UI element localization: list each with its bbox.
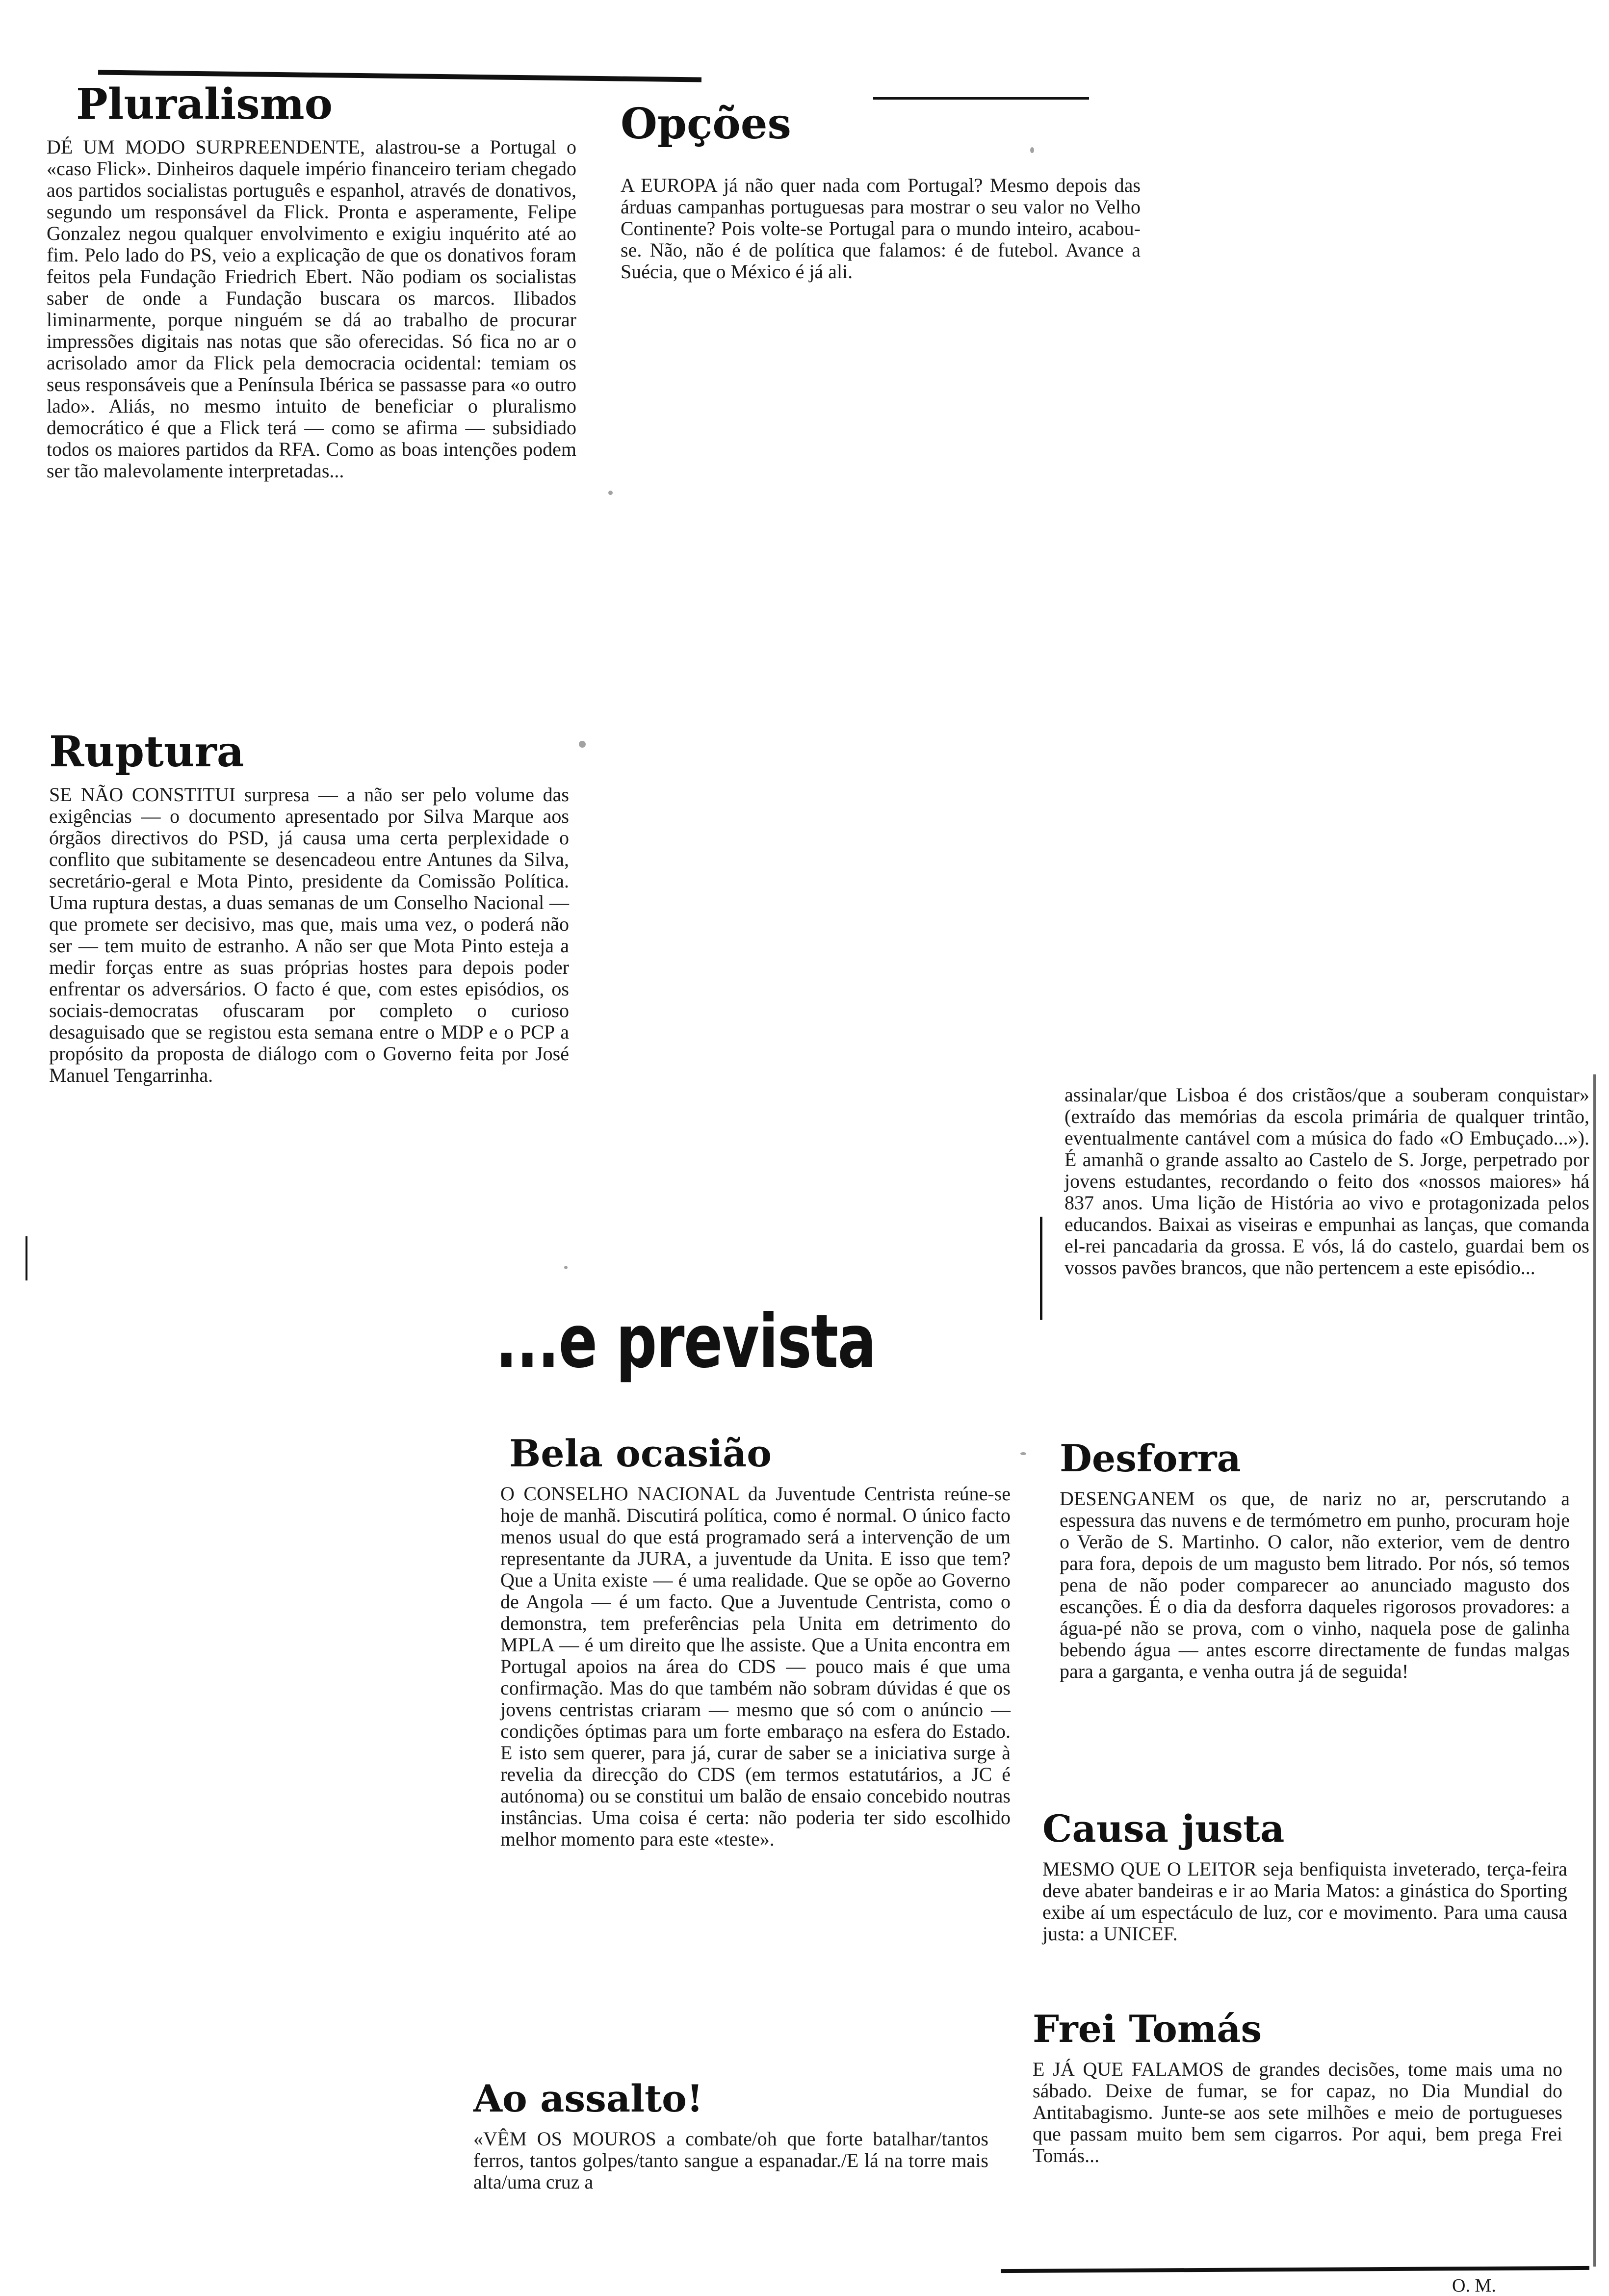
article-body xyxy=(1033,2059,1562,2166)
article-body xyxy=(1042,1858,1567,1945)
speck xyxy=(1030,147,1034,153)
article-body xyxy=(621,175,1141,283)
article-body xyxy=(500,1483,1011,1850)
lead-in: O CONSELHO NACIONAL xyxy=(500,1483,739,1505)
article-bela-ocasiao xyxy=(500,1432,1011,1850)
article-body xyxy=(49,784,569,1086)
right-edge-rule xyxy=(1593,1074,1596,2267)
article-body xyxy=(1060,1488,1570,1682)
article-desforra xyxy=(1060,1436,1570,1682)
headline: Desforra xyxy=(1060,1436,1241,1480)
article-body: assinalar/que Lisboa é dos cristãos/que a souberam conquistar» (extraído das memórias da escola primária de qualquer trintão, eventualmente cantável com a música do fado «O Embuçado...»). É amanhã o grande assalto ao Castelo de S. Jorge, perpetrado por jovens estudantes, recordando o feito dos «nossos maiores» há 837 anos. Uma lição de História ao vivo e protagonizada pelos educandos. Baixai as viseiras e empunhai as lanças, que comanda el-rei pancadaria da grossa. E vós, lá do castelo, guardai bem os vossos pavões brancos, que não pertencem a este episódio... xyxy=(1064,1084,1589,1278)
body-text: da Juventude Centrista reúne-se hoje de manhã. Discutirá política, como é normal. O único facto menos usual do que está programado será a intervenção de um representante da JURA, a juventude da Unita. E isso que tem? Que a Unita existe — é uma realidade. Que se opõe ao Governo de Angola — é um facto. Que a Juventude Centrista, como o demonstra, tem preferências pela Unita em detrimento do MPLA — é um direito que lhe assiste. Que a Unita encontra em Portugal apoios na área do CDS — pouco mais é que uma confirmação. Mas do que também não sobram dúvidas é que os jovens centristas criaram — mesmo que só com o anúncio — condições óptimas para um forte embaraço na esfera do Estado. E isto sem querer, para já, curar de saber se a iniciativa surge à revelia da direcção do CDS (em termos estatutários, a JC é autónoma) ou se constitui um balão de ensaio concebido noutras instâncias. Uma coisa é certa: não poderia ter sido escolhido melhor momento para este «teste». xyxy=(500,1483,1011,1850)
speck xyxy=(608,491,613,495)
speck xyxy=(579,741,586,748)
article-ruptura xyxy=(49,727,569,1086)
article-pluralismo xyxy=(47,79,576,482)
lead-in: SE NÃO CONSTITUI xyxy=(49,783,236,806)
headline: Frei Tomás xyxy=(1033,2007,1262,2051)
headline: Causa justa xyxy=(1042,1807,1285,1851)
article-body xyxy=(47,136,576,482)
speck xyxy=(564,1266,568,1269)
article-ao-assalto-continued xyxy=(1064,1084,1589,1278)
article-ao-assalto xyxy=(473,2077,988,2193)
article-body xyxy=(473,2128,988,2193)
body-text: , alastrou-se a Portugal o «caso Flick». Dinheiros daquele império financeiro teriam chegado aos partidos socialistas português e espanhol, através de donativos, segundo um responsável da Flick. Pronta e asperamente, Felipe Gonzalez negou qualquer envolvimento e exigiu inquérito até ao fim. Pelo lado do PS, veio a explicação de que os donativos foram feitos pela Fundação Friedrich Ebert. Não podiam os socialistas saber de onde a Fundação buscara os marcos. Ilibados liminarmente, porque ninguém se dá ao trabalho de procurar impressões digitais nas notas que são oferecidas. Só fica no ar o acrisolado amor da Flick pela democracia ocidental: temiam os seus responsáveis que a Península Ibérica se passasse para «o outro lado». Aliás, no mesmo intuito de beneficiar o pluralismo democrático é que a Flick terá — como se afirma — subsidiado todos os maiores partidos da RFA. Como as boas intenções podem ser tão malevolamente interpretadas... xyxy=(47,136,576,482)
speck xyxy=(1020,1452,1026,1455)
article-causa-justa xyxy=(1042,1807,1567,1945)
body-text: os que, de nariz no ar, perscrutando a espessura das nuvens e de termómetro em punho, procuram hoje o Verão de S. Martinho. O calor, não exterior, vem de dentro para fora, depois de um magusto bem litrado. Por nós, só temos pena de não poder comparecer ao anunciado magusto dos escanções. É o dia da desforra daqueles rigorosos provadores: a água-pé não se prova, com o vinho, naquela pose de galinha bebendo água — antes escorre directamente de fundas malgas para a garganta, e venha outra já de seguida! xyxy=(1060,1487,1570,1682)
body-text: seja benfiquista inveterado, terça-feira deve abater bandeiras e ir ao Maria Matos: a ginástica do Sporting exibe aí um espectáculo de luz, cor e movimento. Para uma causa justa: a UNICEF. xyxy=(1042,1858,1567,1945)
section-banner: ...e prevista xyxy=(495,1299,876,1384)
desforra-left-rule xyxy=(1040,1217,1042,1320)
lead-in: DESENGANEM xyxy=(1060,1487,1195,1510)
article-opcoes xyxy=(621,99,1141,283)
author-signature: O. M. xyxy=(1452,2275,1496,2296)
lead-in: DÉ UM MODO SURPREENDENTE xyxy=(47,136,360,158)
headline: Pluralismo xyxy=(76,79,333,129)
body-text: surpresa — a não ser pelo volume das exigências — o documento apresentado por Silva Marque aos órgãos directivos do PSD, já causa uma certa perplexidade o conflito que subitamente se desencadeou entre Antunes da Silva, secretário-geral e Mota Pinto, presidente da Comissão Política. Uma ruptura destas, a duas semanas de um Conselho Nacional — que promete ser decisivo, mas que, mais uma vez, o poderá não ser — tem muito de estranho. A não ser que Mota Pinto esteja a medir forças entre as suas próprias hostes para depois poder enfrentar os adversários. O facto é que, com estes episódios, os sociais-democratas ofuscaram por completo o curioso desaguisado que se registou esta semana entre o MDP e o PCP a propósito da proposta de diálogo com o Governo feita por José Manuel Tengarrinha. xyxy=(49,783,569,1086)
lead-in: A EUROPA xyxy=(621,174,717,196)
body-text: de grandes decisões, tome mais uma no sábado. Deixe de fumar, se for capaz, no Dia Mundial do Antitabagismo. Junte-se aos sete milhões e meio de portugueses que passam muito bem sem cigarros. Por aqui, bem prega Frei Tomás... xyxy=(1033,2058,1562,2166)
headline: Opções xyxy=(621,99,791,149)
bottom-rule xyxy=(1001,2266,1589,2273)
article-frei-tomas xyxy=(1033,2007,1562,2166)
body-text: já não quer nada com Portugal? Mesmo depois das árduas campanhas portuguesas para mostrar o seu valor no Velho Continente? Pois volte-se Portugal para o mundo inteiro, acabou-se. Não, não é de política que falamos: é de futebol. Avance a Suécia, que o México é já ali. xyxy=(621,174,1141,283)
body-text: a combate/oh que forte batalhar/tantos ferros, tantos golpes/tanto sangue a espanadar./E lá na torre mais alta/uma cruz a xyxy=(473,2128,988,2193)
lead-in: MESMO QUE O LEITOR xyxy=(1042,1858,1257,1880)
lead-in: E JÁ QUE FALAMOS xyxy=(1033,2058,1224,2080)
headline: Bela ocasião xyxy=(509,1432,772,1475)
headline: Ao assalto! xyxy=(473,2077,703,2120)
top-rule-right xyxy=(873,97,1089,100)
headline: Ruptura xyxy=(49,727,244,777)
ruptura-left-rule xyxy=(26,1236,27,1280)
lead-in: «VÊM OS MOUROS xyxy=(473,2128,656,2150)
